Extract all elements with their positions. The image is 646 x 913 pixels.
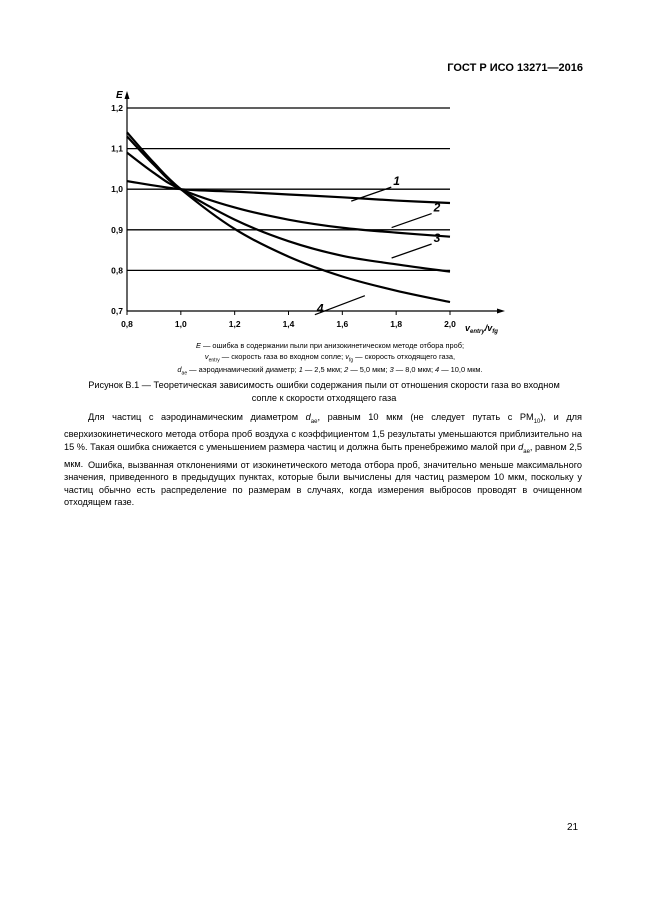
chart-ticks (111, 103, 456, 329)
legend-line-3: $d_{ae}$ — аэродинамический диаметр; 1 — 2,5 мкм; 2 — 5,0 мкм; 3 — 8,0 мкм; 4 — 10,0 мкм. (177, 365, 483, 377)
leader-line-3 (392, 244, 432, 258)
x-tick-label: 1,8 (390, 319, 403, 329)
paragraph-2: Ошибка, вызванная отклонениями от изокинетического метода отбора проб, значительно меньше максимального значения, приведенного в предыдущих пунктах, которые были вычислены для частиц размером 10 мкм, поскольку у частиц обычно есть распределение по размерам в случаях, когда измерения выбросов проводят в очищенном отходящем газе. (64, 460, 582, 508)
y-axis-label: E (116, 90, 123, 101)
caption-line-1: Рисунок В.1 — Теоретическая зависимость ошибки содержания пыли от отношения скорости газа во входном (88, 380, 560, 390)
page-number: 21 (567, 822, 579, 833)
x-axis-label: $v_{entry}/v_{fg}$ (465, 323, 498, 335)
figure-legend (100, 341, 560, 379)
y-tick-label: 0,8 (111, 265, 123, 276)
legend-line-2: $v_{entry}$ — скорость газа во входном сопле; $v_{fg}$ — скорость отходящего газа, (204, 351, 456, 363)
series-label-3: 3 (433, 231, 441, 246)
x-tick-label: 1,4 (282, 319, 295, 329)
error-chart (100, 86, 520, 336)
x-tick-label: 1,0 (174, 319, 187, 329)
y-tick-label: 1,1 (111, 143, 123, 154)
x-tick-label: 2,0 (444, 319, 456, 329)
x-axis-arrow (497, 309, 505, 314)
series-label-2: 2 (433, 200, 441, 215)
caption-line-2: сопле к скорости отходящего газа (251, 393, 397, 403)
x-tick-label: 0,8 (121, 319, 133, 329)
chart-curves (127, 132, 450, 302)
x-tick-label: 1,2 (228, 319, 241, 329)
x-tick-label: 1,6 (336, 319, 349, 329)
paragraph-1: Для частиц с аэродинамическим диаметром $d_{ae}$, равным 10 мкм (не следует путать с $PM_{10}$), и для сверхизокинетического метода отбора проб воздуха с коэффициентом 1,5 результаты уменьшаются приблизительно на 15 %. Такая ошибка снижается с уменьшением размера частиц и должна быть пренебрежимо малой при $d_{ae}$, равном 2,5 мкм. (64, 412, 583, 469)
y-tick-label: 0,9 (111, 224, 123, 235)
series-line-4 (127, 132, 450, 302)
legend-line-1: E — ошибка в содержании пыли при анизокинетическом методе отбора проб; (195, 341, 465, 350)
y-tick-label: 0,7 (111, 306, 123, 316)
y-tick-label: 1,0 (111, 184, 123, 195)
series-label-4: 4 (316, 301, 324, 316)
y-tick-label: 1,2 (111, 103, 123, 113)
y-axis-arrow (125, 91, 130, 99)
leader-line-2 (392, 214, 432, 228)
series-line-3 (127, 136, 450, 271)
document-header: ГОСТ Р ИСО 13271—2016 (447, 62, 583, 74)
figure-caption (64, 379, 584, 405)
series-label-1: 1 (393, 174, 400, 189)
chart-annotations (315, 174, 441, 316)
